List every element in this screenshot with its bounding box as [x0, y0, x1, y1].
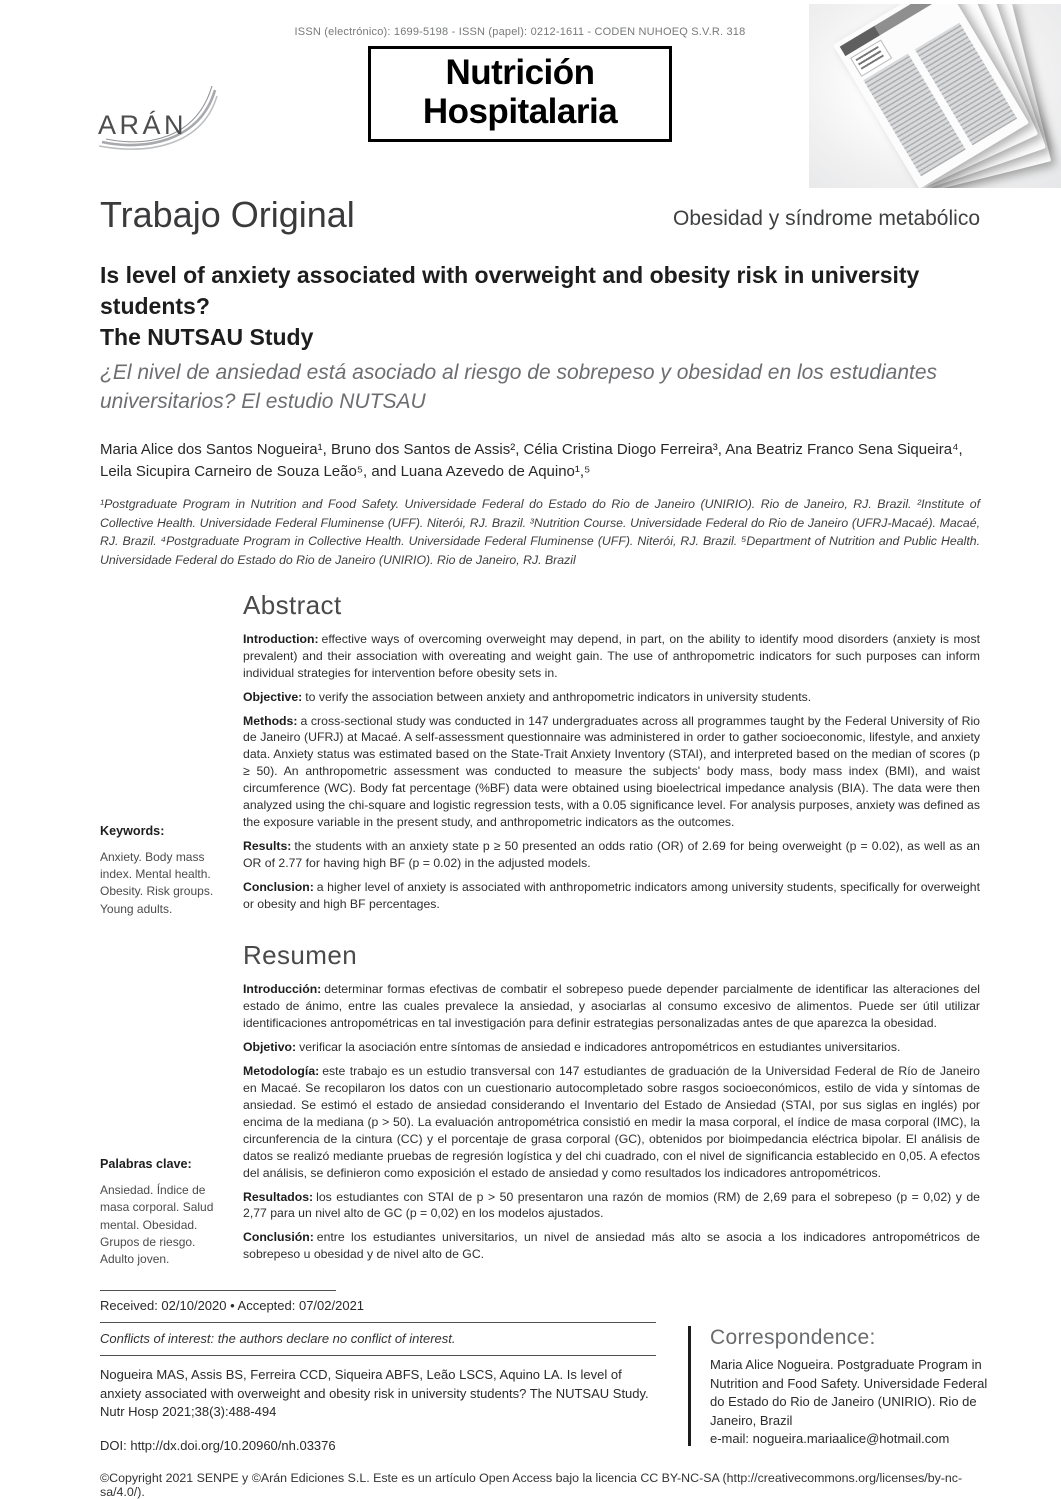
resumen-heading: Resumen	[243, 940, 358, 971]
abstract-paragraph-introduction	[243, 631, 980, 682]
footer-left-column	[100, 1290, 656, 1452]
resumen-sidebar	[100, 940, 243, 1270]
paragraph-label: Introduction:	[243, 631, 319, 646]
resumen-paragraph-conclusion	[243, 1229, 980, 1263]
paragraph-label: Objective:	[243, 689, 303, 704]
page-header	[100, 0, 980, 192]
journal-section-label: Obesidad y síndrome metabólico	[673, 207, 980, 230]
abstract-sidebar	[100, 590, 243, 920]
journal-title-line2: Hospitalaria	[422, 91, 618, 131]
title-es-line2: universitarios? El estudio NUTSAU	[100, 390, 426, 414]
abstract-paragraph-methods	[243, 713, 980, 832]
paragraph-label: Conclusion:	[243, 880, 314, 895]
article-type-label: Trabajo Original	[100, 194, 355, 235]
paragraph-label: Methods:	[243, 713, 298, 728]
paragraph-text: determinar formas efectivas de combatir el sobrepeso puede depender parcialmente de identificar las alteraciones del estado de ánimo, entre las cuales prevalece la ansiedad, y asociarlas al consumo excesivo de alimentos. Puede ser útil utilizar identificaciones antropométricas en tal investigación para definir estrategias personalizadas antes de que aparezca la obesidad.	[243, 982, 980, 1030]
journal-title-line1: Nutrición	[445, 53, 595, 92]
correspondence-block	[688, 1326, 1002, 1446]
paragraph-label: Conclusión:	[243, 1230, 314, 1245]
paragraph-text: effective ways of overcoming overweight may depend, in part, on the ability to identify mood disorders (anxiety is most prevalent) and their association with overeating and weight gain. The use of anthropometric indicators for such purposes can inform individual strategies for intervention before obesity sets in.	[243, 631, 980, 680]
correspondence-address: Maria Alice Nogueira. Postgraduate Program in Nutrition and Food Safety. Universidade Federal do Estado do Rio de Janeiro (UNIRIO). Rio de Janeiro, Brazil	[710, 1357, 988, 1428]
palabras-clave-text: Ansiedad. Índice de masa corporal. Salud mental. Obesidad. Grupos de riesgo. Adulto joven.	[100, 1182, 214, 1267]
paragraph-label: Introducción:	[243, 982, 322, 997]
publisher-logo-text: ARÁN	[98, 110, 188, 140]
divider	[100, 1290, 336, 1291]
palabras-clave-label: Palabras clave:	[100, 1156, 192, 1171]
abstract-section	[100, 590, 980, 920]
article-title-en	[100, 260, 980, 352]
paragraph-text: verificar la asociación entre síntomas de ansiedad e indicadores antropométricos en estudiantes universitarios.	[299, 1039, 901, 1054]
resumen-section	[100, 940, 980, 1270]
paragraph-text: los estudiantes con STAI de p > 50 presentaron una razón de momios (RM) de 2,69 para el sobrepeso (p = 0,02) y de 2,77 para un nivel alto de GC (p = 0,02) en los modelos ajustados.	[243, 1189, 980, 1221]
issn-line: ISSN (electrónico): 1699-5198 - ISSN (papel): 0212-1611 - CODEN NUHOEQ S.V.R. 318	[294, 26, 746, 38]
paragraph-text: entre los estudiantes universitarios, un nivel de ansiedad más alto se asocia a los indicadores antropométricos de sobrepeso u obesidad y de nivel alto de GC.	[243, 1230, 980, 1262]
aran-publisher-logo	[96, 52, 242, 164]
abstract-paragraph-conclusion	[243, 879, 980, 913]
paragraph-text: a cross-sectional study was conducted in 147 undergraduates across all programmes taught by the Federal University of Rio de Janeiro (UFRJ) at Macaé. A self-assessment questionnaire was administered in order to gather socioeconomic, lifestyle, and anxiety data. Anxiety status was estimated based on the State-Trait Anxiety Inventory (STAI), and interpreted based on the median of scores (p ≥ 50). An anthropometric assessment was conducted to measure the subjects' body mass, body mass index (BMI), and waist circumference (WC). Body fat percentage (%BF) data were obtained using bioelectrical impedance analysis (BIA). The data were then analyzed using the chi-square and logistic regression tests, with a 0.05 significance level. For analysis purposes, anxiety was defined as the exposure variable in the present study, and anthropometric indicators as the outcomes.	[243, 713, 980, 830]
resumen-paragraph-introduccion	[243, 981, 980, 1032]
divider	[100, 1355, 656, 1356]
resumen-paragraph-metodologia	[243, 1063, 980, 1182]
received-accepted-line: Received: 02/10/2020 • Accepted: 07/02/2021	[100, 1298, 365, 1314]
paragraph-text: the students with an anxiety state p ≥ 50 presented an odds ratio (OR) of 2.69 for being overweight (p = 0.02), as well as an OR of 2.77 for having high BF (p = 0.02) in the adjusted models.	[243, 839, 980, 871]
palabras-clave-block	[100, 1157, 218, 1270]
journal-title-box	[368, 46, 672, 142]
title-en-line2: The NUTSAU Study	[100, 323, 314, 350]
keywords-text: Anxiety. Body mass index. Mental health. Obesity. Risk groups. Young adults.	[100, 849, 214, 916]
title-es-line1: ¿El nivel de ansiedad está asociado al riesgo de sobrepeso y obesidad en los estudiantes	[100, 361, 938, 385]
abstract-paragraph-objective	[243, 689, 980, 706]
article-title-es	[100, 359, 980, 417]
paragraph-label: Resultados:	[243, 1189, 314, 1204]
correspondence-heading: Correspondence:	[710, 1326, 876, 1350]
paragraph-label: Results:	[243, 839, 292, 854]
article-footer	[100, 1290, 988, 1453]
keywords-label: Keywords:	[100, 823, 165, 838]
paragraph-text: to verify the association between anxiety and anthropometric indicators in university students.	[305, 689, 812, 704]
copyright-line: ©Copyright 2021 SENPE y ©Arán Ediciones S.L. Este es un artículo Open Access bajo la licencia CC BY-NC-SA (http://creativecommons.org/licenses/by-nc-sa/4.0/).	[100, 1470, 963, 1499]
resumen-paragraph-objetivo	[243, 1039, 980, 1056]
paragraph-text: a higher level of anxiety is associated with anthropometric indicators among university students, specifically for overweight or obesity and high BF percentages.	[243, 880, 980, 912]
citation-text: Nogueira MAS, Assis BS, Ferreira CCD, Siqueira ABFS, Leão LSCS, Aquino LA. Is level of anxiety associated with overweight and obesity risk in university students? The NUTSAU Study. Nutr Hosp 2021;38(3):488-494	[100, 1367, 649, 1420]
divider	[100, 1322, 656, 1323]
article-banner	[100, 194, 980, 236]
abstract-content	[243, 590, 980, 920]
author-list	[100, 439, 980, 482]
conflicts-of-interest-line: Conflicts of interest: the authors declare no conflict of interest.	[100, 1331, 456, 1347]
author-line2: Leila Sicupira Carneiro de Souza Leão⁵, and Luana Azevedo de Aquino¹,⁵	[100, 462, 591, 480]
paragraph-label: Metodología:	[243, 1063, 320, 1078]
author-line1: Maria Alice dos Santos Nogueira¹, Bruno dos Santos de Assis², Célia Cristina Diogo Ferreira³, Ana Beatriz Franco Sena Siqueira⁴,	[100, 441, 963, 459]
keywords-block	[100, 824, 218, 920]
affiliations: ¹Postgraduate Program in Nutrition and Food Safety. Universidade Federal do Estado do Rio de Janeiro (UNIRIO). Rio de Janeiro, RJ. Brazil. ²Institute of Collective Health. Universidade Federal Fluminense (UFF). Niterói, RJ. Brazil. ³Nutrition Course. Universidade Federal do Rio de Janeiro (UFRJ-Macaé). Macaé, RJ. Brazil. ⁴Postgraduate Program in Collective Health. Universidade Federal Fluminense (UFF). Niterói, RJ. Brazil. ⁵Department of Nutrition and Public Health. Universidade Federal do Estado do Rio de Janeiro (UNIRIO). Rio de Janeiro, RJ. Brazil	[100, 496, 980, 568]
abstract-heading: Abstract	[243, 589, 342, 620]
resumen-paragraph-resultados	[243, 1189, 980, 1223]
paragraph-label: Objetivo:	[243, 1039, 297, 1054]
paragraph-text: este trabajo es un estudio transversal con 147 estudiantes de graduación de la Universidad Federal de Río de Janeiro en Macaé. Se recopilaron los datos con un cuestionario autocompletado sobre rasgos socioeconómicos, estilo de vida y síntomas de ansiedad. Se estimó el estado de ansiedad considerando el Inventario del Estado de Ansiedad (STAI, por sus siglas en inglés) por encima de la mediana (p > 50). La evaluación antropométrica consistió en medir la masa corporal, el índice de masa corporal (IMC), la circunferencia de la cintura (CC) y el porcentaje de grasa corporal (GC), obtenidos por bioimpedancia eléctrica bipolar. El análisis de datos se realizó mediante pruebas de regresión logística y del chi cuadrado, con el nivel de significancia establecido en 0,05. A efectos del análisis, se definieron como exposición el estado de ansiedad y como resultados los indicadores antropométricos.	[243, 1063, 980, 1180]
abstract-paragraph-results	[243, 838, 980, 872]
title-en-line1: Is level of anxiety associated with overweight and obesity risk in university students?	[100, 262, 920, 319]
correspondence-email-link[interactable]: e-mail: nogueira.mariaalice@hotmail.com	[710, 1431, 950, 1447]
journal-pages-stack-image	[809, 4, 1061, 188]
resumen-content	[243, 940, 980, 1270]
doi-link[interactable]: DOI: http://dx.doi.org/10.20960/nh.03376	[100, 1437, 336, 1453]
